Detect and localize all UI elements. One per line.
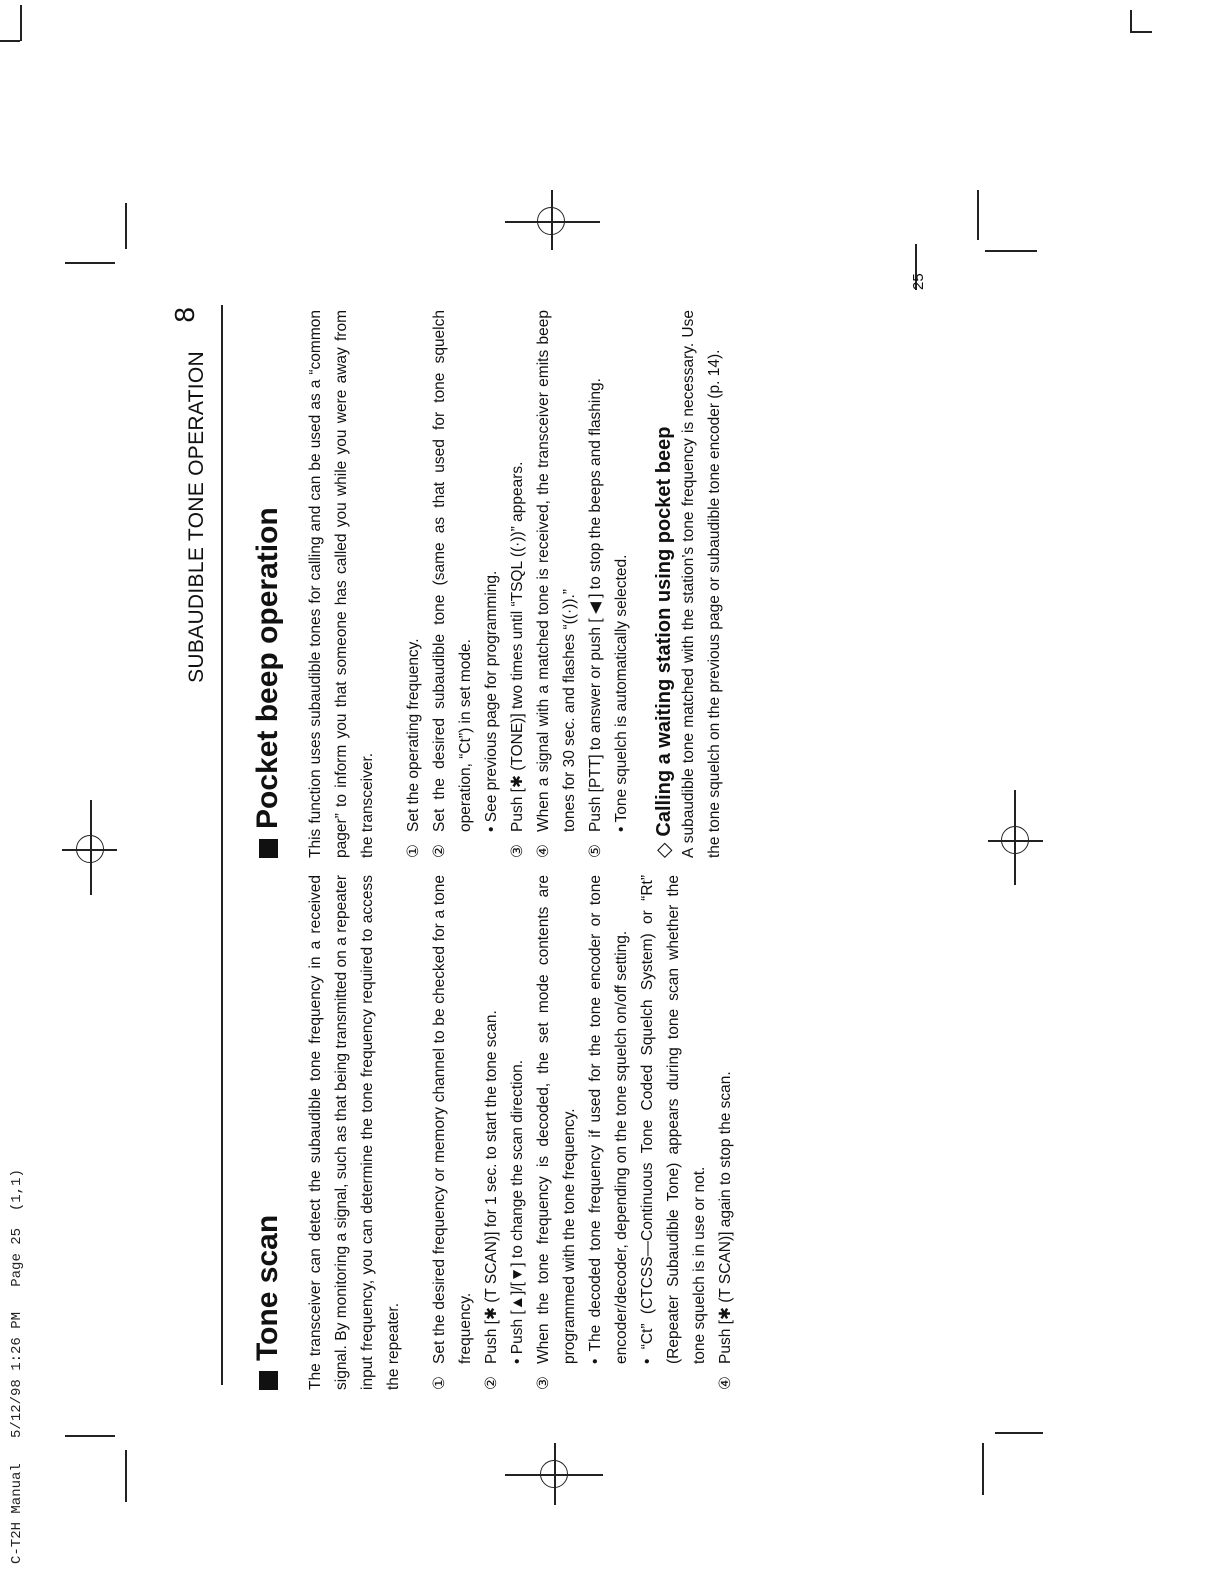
step-text: Set the desired subaudible tone (same as that used for tone squelch operation, “Ct”) in set mode. [431, 310, 474, 832]
step-text: Push [✱ (TONE)] two times until “TSQL ((·))” appears. [509, 461, 526, 832]
tone-scan-section [251, 875, 739, 1390]
step-number: ⑤ [587, 844, 604, 858]
step-text: When a signal with a matched tone is received, the transceiver emits beep tones for 30 sec. and flashes “((·)).” [535, 310, 578, 832]
registration-mark [554, 1443, 556, 1505]
section-title: SUBAUDIBLE TONE OPERATION [185, 351, 208, 683]
crop-mark [1130, 10, 1132, 32]
crop-mark [65, 262, 115, 264]
step-text: Push [✱ (T SCAN)] again to stop the scan. [717, 1071, 734, 1364]
pocket-beep-section [251, 310, 748, 858]
registration-mark [551, 190, 553, 250]
crop-mark [125, 203, 127, 249]
pocket-beep-step [531, 310, 583, 858]
step-number: ② [431, 844, 448, 858]
pocket-beep-step [583, 310, 609, 858]
tone-scan-step [479, 875, 505, 1390]
tone-scan-step [713, 875, 739, 1390]
tone-scan-step [531, 875, 583, 1390]
step-number: ① [405, 844, 422, 858]
step-text: Push [PTT] to answer or push [ ◀ ] to stop the beeps and flashing. [587, 378, 604, 832]
tone-scan-step [427, 875, 479, 1390]
registration-mark [988, 840, 1043, 842]
step-number: ③ [509, 844, 526, 858]
tone-scan-heading: Tone scan [251, 875, 285, 1390]
manual-page [155, 273, 927, 1390]
crop-mark [995, 1432, 1043, 1434]
running-head [155, 305, 217, 825]
crop-mark [65, 1435, 115, 1437]
tone-scan-note: • Push [▲]/[▼] to change the scan direction. [509, 1059, 526, 1364]
pocket-beep-step [505, 310, 531, 858]
tone-scan-intro: The transceiver can detect the subaudible tone frequency in a received signal. By monitoring a signal, such as that being transmitted on a repeater input frequency, you can determine the tone frequency required to access the repeater. [307, 875, 402, 1390]
pocket-beep-heading: Pocket beep operation [251, 310, 285, 858]
square-bullet-icon [259, 839, 278, 858]
header-rule [221, 305, 223, 1385]
step-number: ① [431, 1376, 448, 1390]
pocket-beep-note: • See previous page for programming. [483, 570, 500, 832]
pocket-beep-step [401, 310, 427, 858]
print-header: C-T2H Manual 5/12/98 1:26 PM Page 25 (1,1) [9, 1169, 25, 1564]
chapter-number: 8 [169, 307, 200, 323]
registration-mark [505, 221, 600, 223]
page-number: 25 [910, 273, 927, 290]
crop-mark [982, 1443, 984, 1495]
step-text: Set the operating frequency. [405, 638, 422, 832]
crop-mark [1130, 31, 1152, 33]
step-text: Push [✱ (T SCAN)] for 1 sec. to start the tone scan. [483, 1010, 500, 1364]
crop-mark [985, 250, 1037, 252]
pocket-beep-intro: This function uses subaudible tones for calling and can be used as a “common pager” to inform you that someone has called you while you were away from the transceiver. [307, 310, 376, 858]
square-bullet-icon [259, 1371, 278, 1390]
tone-scan-note: • The decoded tone frequency if used for the tone encoder or tone encoder/decoder, depending on the tone squelch on/off setting. [587, 875, 630, 1364]
pocket-beep-step [427, 310, 479, 858]
calling-subheading: ◇Calling a waiting station using pocket beep [653, 426, 675, 858]
pocket-beep-note: • Tone squelch is automatically selected. [613, 554, 630, 832]
step-number: ② [483, 1376, 500, 1390]
step-text: Set the desired frequency or memory channel to be checked for a tone frequency. [431, 875, 474, 1364]
step-number: ③ [535, 1376, 552, 1390]
tone-scan-note: • “Ct” (CTCSS—Continuous Tone Coded Squelch System) or “Rt” (Repeater Subaudible Tone) appears during tone scan whether the tone squelch is in use or not. [639, 875, 708, 1364]
tone-scan-steps [427, 875, 739, 1390]
step-text: When the tone frequency is decoded, the set mode contents are programmed with the tone frequency. [535, 875, 578, 1364]
registration-mark [90, 800, 92, 895]
crop-mark [977, 190, 979, 240]
step-number: ④ [535, 844, 552, 858]
registration-mark [1014, 790, 1016, 885]
diamond-icon: ◇ [653, 842, 675, 858]
step-number: ④ [717, 1376, 734, 1390]
crop-mark [125, 1450, 127, 1502]
calling-text: A subaudible tone matched with the station’s tone frequency is necessary. Use the tone squelch on the previous page or subaudible tone encoder (p. 14). [680, 310, 723, 858]
pocket-beep-steps [401, 310, 635, 858]
